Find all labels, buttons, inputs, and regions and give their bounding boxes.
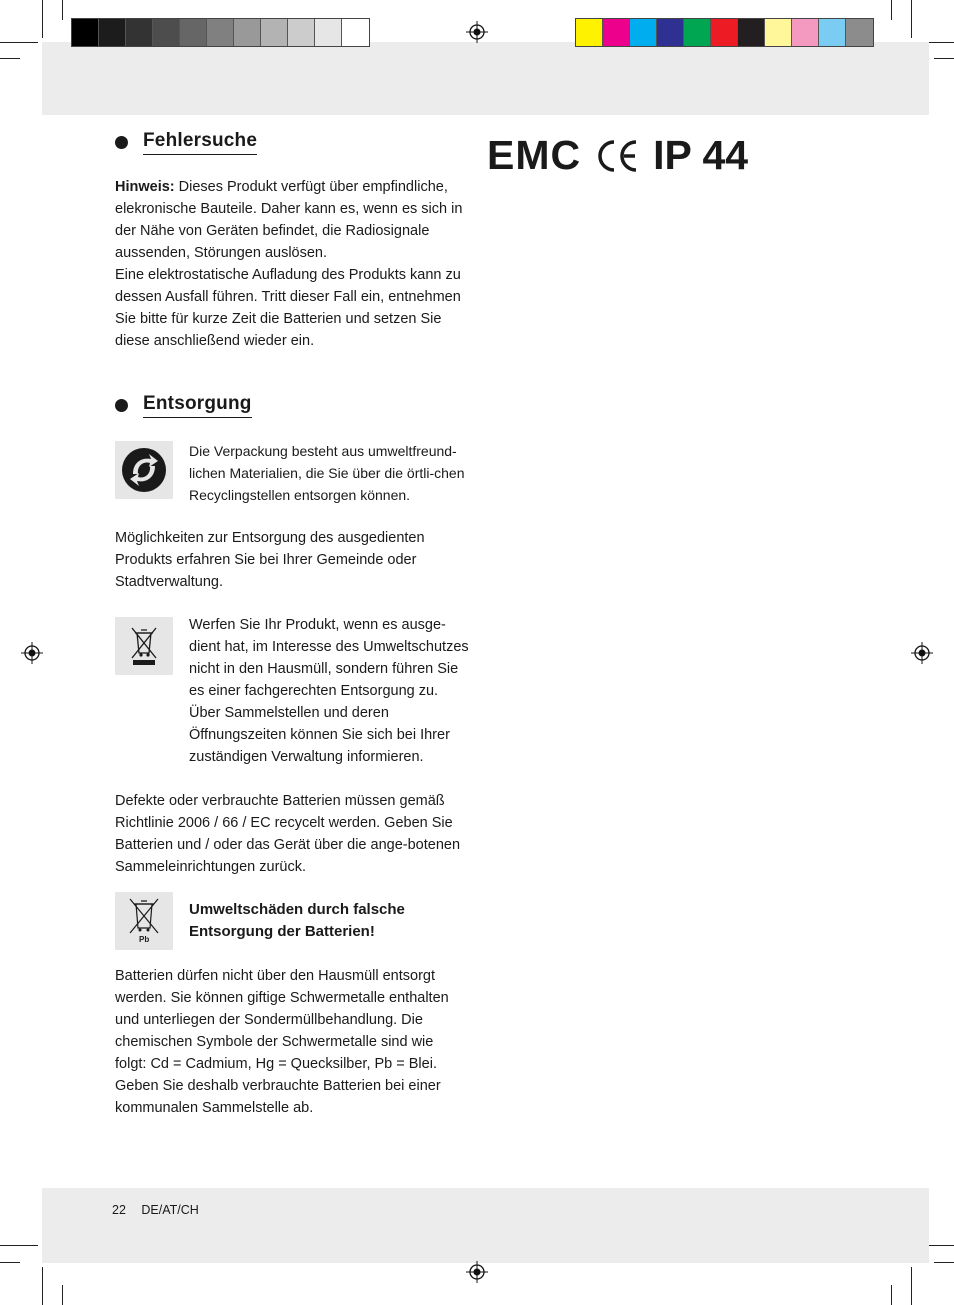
crop-mark bbox=[934, 1262, 954, 1263]
green-dot-recycling-icon bbox=[115, 441, 173, 499]
page-footer bbox=[112, 1203, 199, 1217]
bullet-icon bbox=[115, 399, 128, 412]
color-swatch bbox=[684, 19, 711, 46]
color-swatch bbox=[153, 19, 180, 46]
crop-mark bbox=[934, 58, 954, 59]
color-swatch bbox=[630, 19, 657, 46]
emc-mark: EMC bbox=[487, 132, 582, 178]
color-swatch bbox=[315, 19, 342, 46]
color-swatch bbox=[711, 19, 738, 46]
crop-mark bbox=[891, 1285, 892, 1305]
color-swatch bbox=[819, 19, 846, 46]
section-title: Entsorgung bbox=[143, 393, 252, 418]
color-swatch bbox=[99, 19, 126, 46]
section-title: Fehlersuche bbox=[143, 130, 257, 155]
crop-mark bbox=[0, 1245, 38, 1246]
color-swatch bbox=[765, 19, 792, 46]
crop-mark bbox=[42, 0, 43, 38]
crop-mark bbox=[0, 1262, 20, 1263]
electrostatic-paragraph: Eine elektrostatische Aufladung des Produkts kann zu dessen Ausfall führen. Tritt dieser Fall ein, entnehmen Sie bitte für kurze Zeit die Batterien und setzen Sie diese anschließend wieder ein. bbox=[115, 267, 461, 349]
options-paragraph: Möglichkeiten zur Entsorgung des ausgedienten Produkts erfahren Sie bei Ihrer Gemeinde oder Stadtverwaltung. bbox=[115, 530, 425, 590]
color-swatch bbox=[261, 19, 288, 46]
fehlersuche-heading bbox=[115, 130, 257, 155]
page-number: 22 bbox=[112, 1203, 126, 1217]
weee-paragraph: Werfen Sie Ihr Produkt, wenn es ausge-dient hat, im Interesse des Umweltschutzes nicht in den Hausmüll, sondern führen Sie es einer fachgerechten Entsorgung zu. Über Sammelstellen und deren Öffnungszeiten können Sie sich bei Ihrer zuständigen Verwaltung informieren. bbox=[189, 617, 469, 765]
hint-paragraph bbox=[115, 176, 467, 264]
weee-icon-box bbox=[115, 617, 173, 675]
color-swatch bbox=[180, 19, 207, 46]
crop-mark bbox=[911, 0, 912, 38]
hint-text: Dieses Produkt verfügt über empfindliche, elekronische Bauteile. Daher kann es, wenn es sich in der Nähe von Geräten befindet, die Radiosignale aussenden, Störungen auslösen. bbox=[115, 179, 463, 261]
registration-mark-icon bbox=[21, 642, 43, 664]
locale-label: DE/AT/CH bbox=[141, 1203, 199, 1217]
ce-mark-icon bbox=[595, 138, 639, 174]
header-band bbox=[42, 42, 929, 115]
color-swatch bbox=[288, 19, 315, 46]
color-swatch bbox=[792, 19, 819, 46]
crop-mark bbox=[62, 1285, 63, 1305]
battery-icon-box bbox=[115, 892, 173, 950]
crop-mark bbox=[0, 42, 38, 43]
footer-band bbox=[42, 1188, 929, 1263]
color-swatch bbox=[72, 19, 99, 46]
certification-marks bbox=[487, 132, 762, 179]
crop-mark bbox=[0, 58, 20, 59]
hint-label: Hinweis: bbox=[115, 179, 175, 195]
pb-label: Pb bbox=[139, 935, 150, 944]
color-swatch bbox=[603, 19, 630, 46]
grayscale-color-bar bbox=[71, 18, 370, 47]
crop-mark bbox=[911, 1267, 912, 1305]
color-swatch bbox=[657, 19, 684, 46]
crop-mark bbox=[42, 1267, 43, 1305]
color-swatch bbox=[576, 19, 603, 46]
color-swatch bbox=[342, 19, 369, 46]
color-swatch bbox=[126, 19, 153, 46]
process-color-bar bbox=[575, 18, 874, 47]
battery-warning: Umweltschäden durch falsche Entsorgung der Batterien! bbox=[189, 901, 405, 940]
packaging-paragraph: Die Verpackung besteht aus umweltfreund-lichen Materialien, die Sie über die örtli-chen Recyclingstellen entsorgen können. bbox=[189, 443, 465, 503]
recycling-icon-box bbox=[115, 441, 173, 499]
color-swatch bbox=[234, 19, 261, 46]
crop-mark bbox=[62, 0, 63, 20]
entsorgung-heading bbox=[115, 393, 252, 418]
color-swatch bbox=[846, 19, 873, 46]
crop-mark bbox=[891, 0, 892, 20]
ip-rating: IP 44 bbox=[653, 132, 749, 178]
color-swatch bbox=[207, 19, 234, 46]
heavy-metals-paragraph: Batterien dürfen nicht über den Hausmüll entsorgt werden. Sie können giftige Schwermetalle enthalten und unterliegen der Sondermüllbehandlung. Die chemischen Symbole der Schwermetalle sind wie folgt: Cd = Cadmium, Hg = Quecksilber, Pb = Blei. Geben Sie deshalb verbrauchte Batterien bei einer kommunalen Sammelstelle ab. bbox=[115, 968, 449, 1116]
registration-mark-icon bbox=[466, 21, 488, 43]
registration-mark-icon bbox=[466, 1261, 488, 1283]
crossed-bin-icon bbox=[115, 617, 173, 675]
registration-mark-icon bbox=[911, 642, 933, 664]
color-swatch bbox=[738, 19, 765, 46]
bullet-icon bbox=[115, 136, 128, 149]
battery-paragraph: Defekte oder verbrauchte Batterien müssen gemäß Richtlinie 2006 / 66 / EC recycelt werden. Geben Sie Batterien und / oder das Gerät über die ange-botenen Sammeleinrichtungen zurück. bbox=[115, 793, 461, 875]
